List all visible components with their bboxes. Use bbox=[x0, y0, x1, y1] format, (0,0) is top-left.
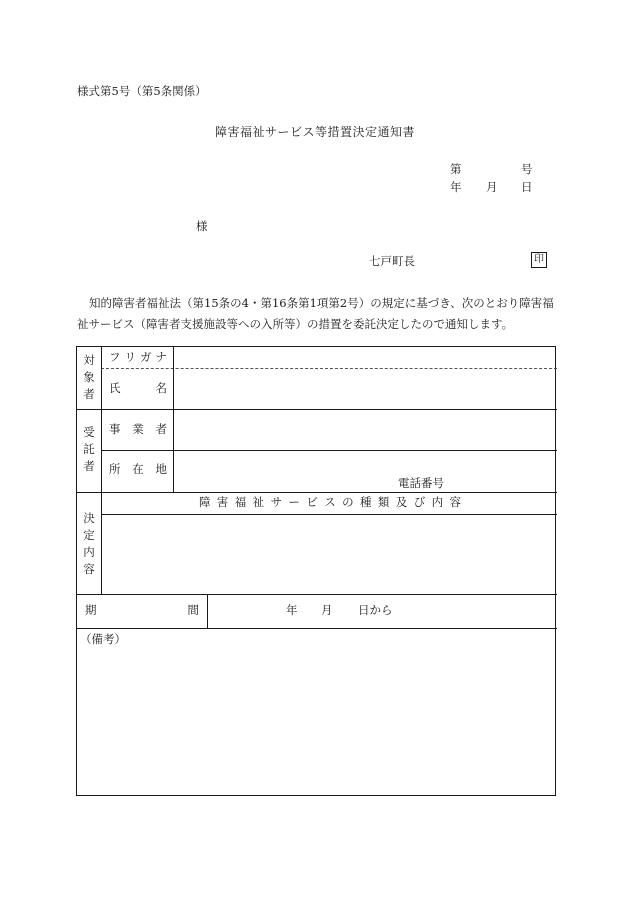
service-header-char: ビ bbox=[306, 495, 318, 509]
remarks-label: （備考） bbox=[80, 632, 126, 646]
service-header-char: サ bbox=[270, 495, 283, 509]
subject-group-char: 者 bbox=[83, 387, 95, 401]
decision-group-char: 決 bbox=[83, 511, 95, 525]
furigana-divider bbox=[101, 368, 557, 369]
date-year-label: 年 bbox=[450, 180, 462, 194]
operator-char: 業 bbox=[132, 422, 144, 436]
decision-group-label bbox=[77, 510, 101, 578]
period-day-from-label: 日から bbox=[358, 603, 393, 617]
operator-char: 者 bbox=[155, 422, 167, 436]
period-month-label: 月 bbox=[321, 603, 333, 617]
field-label-divider bbox=[173, 347, 174, 492]
address-char: 地 bbox=[155, 462, 167, 476]
address-char: 在 bbox=[132, 462, 144, 476]
date-month-label: 月 bbox=[486, 180, 498, 194]
issuer-name: 七戸町長 bbox=[369, 254, 415, 268]
operator-label bbox=[109, 424, 167, 436]
service-header-char: 容 bbox=[449, 495, 461, 509]
service-header-char: 及 bbox=[395, 495, 408, 509]
furigana-char: ナ bbox=[155, 350, 167, 364]
service-header-char: 障 bbox=[199, 495, 211, 509]
period-char: 間 bbox=[187, 603, 199, 617]
group-label-divider bbox=[101, 347, 102, 594]
trustee-group-char: 者 bbox=[83, 459, 95, 473]
name-char: 名 bbox=[155, 381, 167, 395]
notice-number-prefix: 第 bbox=[450, 162, 462, 176]
decision-group-char: 容 bbox=[83, 562, 95, 576]
subject-group-char: 対 bbox=[83, 353, 95, 367]
operator-field[interactable] bbox=[177, 415, 547, 445]
service-header-char: 内 bbox=[431, 495, 444, 509]
name-char: 氏 bbox=[109, 381, 121, 395]
document-title: 障害福祉サービス等措置決定通知書 bbox=[214, 125, 415, 139]
subject-group-char: 象 bbox=[83, 370, 95, 384]
period-label bbox=[85, 605, 199, 617]
name-field[interactable] bbox=[177, 375, 547, 403]
furigana-char: ガ bbox=[140, 350, 152, 364]
row-divider-decision bbox=[77, 594, 557, 595]
address-field[interactable] bbox=[177, 455, 397, 485]
remarks-field[interactable] bbox=[85, 652, 545, 787]
service-content-field[interactable] bbox=[107, 519, 547, 589]
notice-number-suffix: 号 bbox=[521, 162, 533, 176]
notice-table bbox=[76, 346, 556, 796]
row-divider-trustee bbox=[77, 492, 557, 493]
service-header-char: び bbox=[413, 495, 426, 509]
date-day-label: 日 bbox=[521, 180, 533, 194]
row-divider-period bbox=[77, 628, 557, 629]
service-header-char: 祉 bbox=[252, 495, 265, 509]
furigana-field[interactable] bbox=[250, 352, 550, 364]
addressee-honorific: 様 bbox=[196, 219, 208, 233]
trustee-group-char: 託 bbox=[83, 442, 95, 456]
trustee-group-char: 受 bbox=[83, 425, 95, 439]
service-header-char: ス bbox=[324, 495, 336, 509]
service-header-char: ー bbox=[288, 495, 300, 509]
service-header-divider bbox=[101, 514, 557, 515]
address-label bbox=[109, 464, 167, 476]
row-divider-operator bbox=[101, 450, 557, 451]
period-label-divider bbox=[207, 594, 208, 628]
period-char: 期 bbox=[85, 603, 97, 617]
service-header-char: の bbox=[342, 495, 354, 509]
operator-char: 事 bbox=[109, 422, 121, 436]
service-header-char: 福 bbox=[234, 495, 247, 509]
notice-body-text: 知的障害者福祉法（第15条の4・第16条第1項第2号）の規定に基づき、次のとおり障害福祉サービス（障害者支援施設等への入所等）の措置を委託決定したので通知します。 bbox=[77, 296, 554, 331]
furigana-label bbox=[109, 352, 167, 364]
service-header-char: 類 bbox=[377, 495, 390, 509]
phone-label: 電話番号 bbox=[398, 476, 444, 490]
trustee-group-label bbox=[77, 424, 101, 475]
service-type-header bbox=[199, 497, 461, 509]
decision-group-char: 定 bbox=[83, 528, 95, 542]
furigana-char: リ bbox=[124, 350, 136, 364]
furigana-char: フ bbox=[109, 350, 121, 364]
name-label bbox=[109, 383, 167, 395]
subject-group-label bbox=[77, 352, 101, 403]
row-divider-subject bbox=[77, 409, 557, 410]
service-header-char: 種 bbox=[360, 495, 372, 509]
decision-group-char: 内 bbox=[83, 545, 95, 559]
form-number: 様式第5号（第5条関係） bbox=[77, 84, 207, 98]
period-year-label: 年 bbox=[286, 603, 298, 617]
service-header-char: 害 bbox=[216, 495, 229, 509]
seal-stamp: 印 bbox=[531, 252, 547, 268]
notice-body bbox=[77, 293, 557, 335]
address-char: 所 bbox=[109, 462, 121, 476]
